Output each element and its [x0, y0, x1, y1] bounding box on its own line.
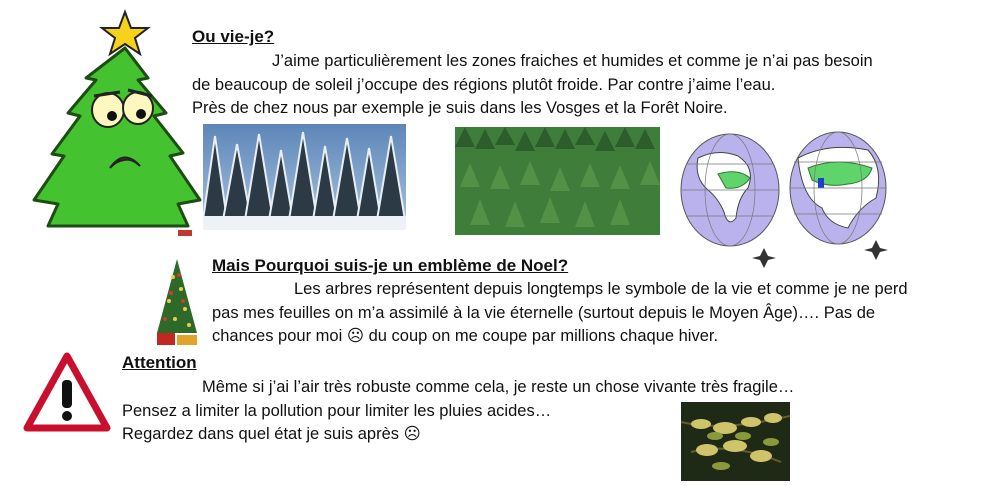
section3-line-2: Pensez a limiter la pollution pour limiter les pluies acides…	[122, 402, 552, 420]
section3-line-3: Regardez dans quel état je suis après ☹	[122, 425, 421, 443]
section2-line-2: pas mes feuilles on m’a assimilé à la vie éternelle (surtout depuis le Moyen Âge)…. Pas de	[212, 304, 876, 322]
snowy-forest-photo	[203, 124, 406, 230]
section1-line-3: Près de chez nous par exemple je suis dans les Vosges et la Forêt Noire.	[192, 99, 728, 117]
section2-line-1: Les arbres représentent depuis longtemps le symbole de la vie et comme je ne perd	[294, 280, 908, 298]
section1-line-1: J’aime particulièrement les zones fraiches et humides et comme je n’ai pas besoin	[272, 52, 873, 70]
green-forest-photo	[455, 127, 660, 235]
warning-sign-icon	[23, 352, 111, 432]
globe-eurasia-map	[788, 128, 896, 268]
cartoon-fir-tree	[28, 8, 203, 236]
section1-heading: Ou vie-je?	[192, 27, 275, 46]
section2-line-3: chances pour moi ☹ du coup on me coupe par millions chaque hiver.	[212, 327, 719, 345]
christmas-tree-photo	[153, 257, 201, 347]
section3-heading: Attention	[122, 353, 197, 372]
globe-americas-map	[678, 128, 786, 268]
section1-line-2: de beaucoup de soleil j’occupe des régions plutôt froide. Par contre j’aime l’eau.	[192, 76, 776, 94]
section2-heading: Mais Pourquoi suis-je un emblème de Noel?	[212, 256, 569, 275]
section3-line-1: Même si j’ai l’air très robuste comme cela, je reste un chose vivante très fragile…	[202, 378, 795, 396]
damaged-branch-photo	[681, 402, 790, 481]
